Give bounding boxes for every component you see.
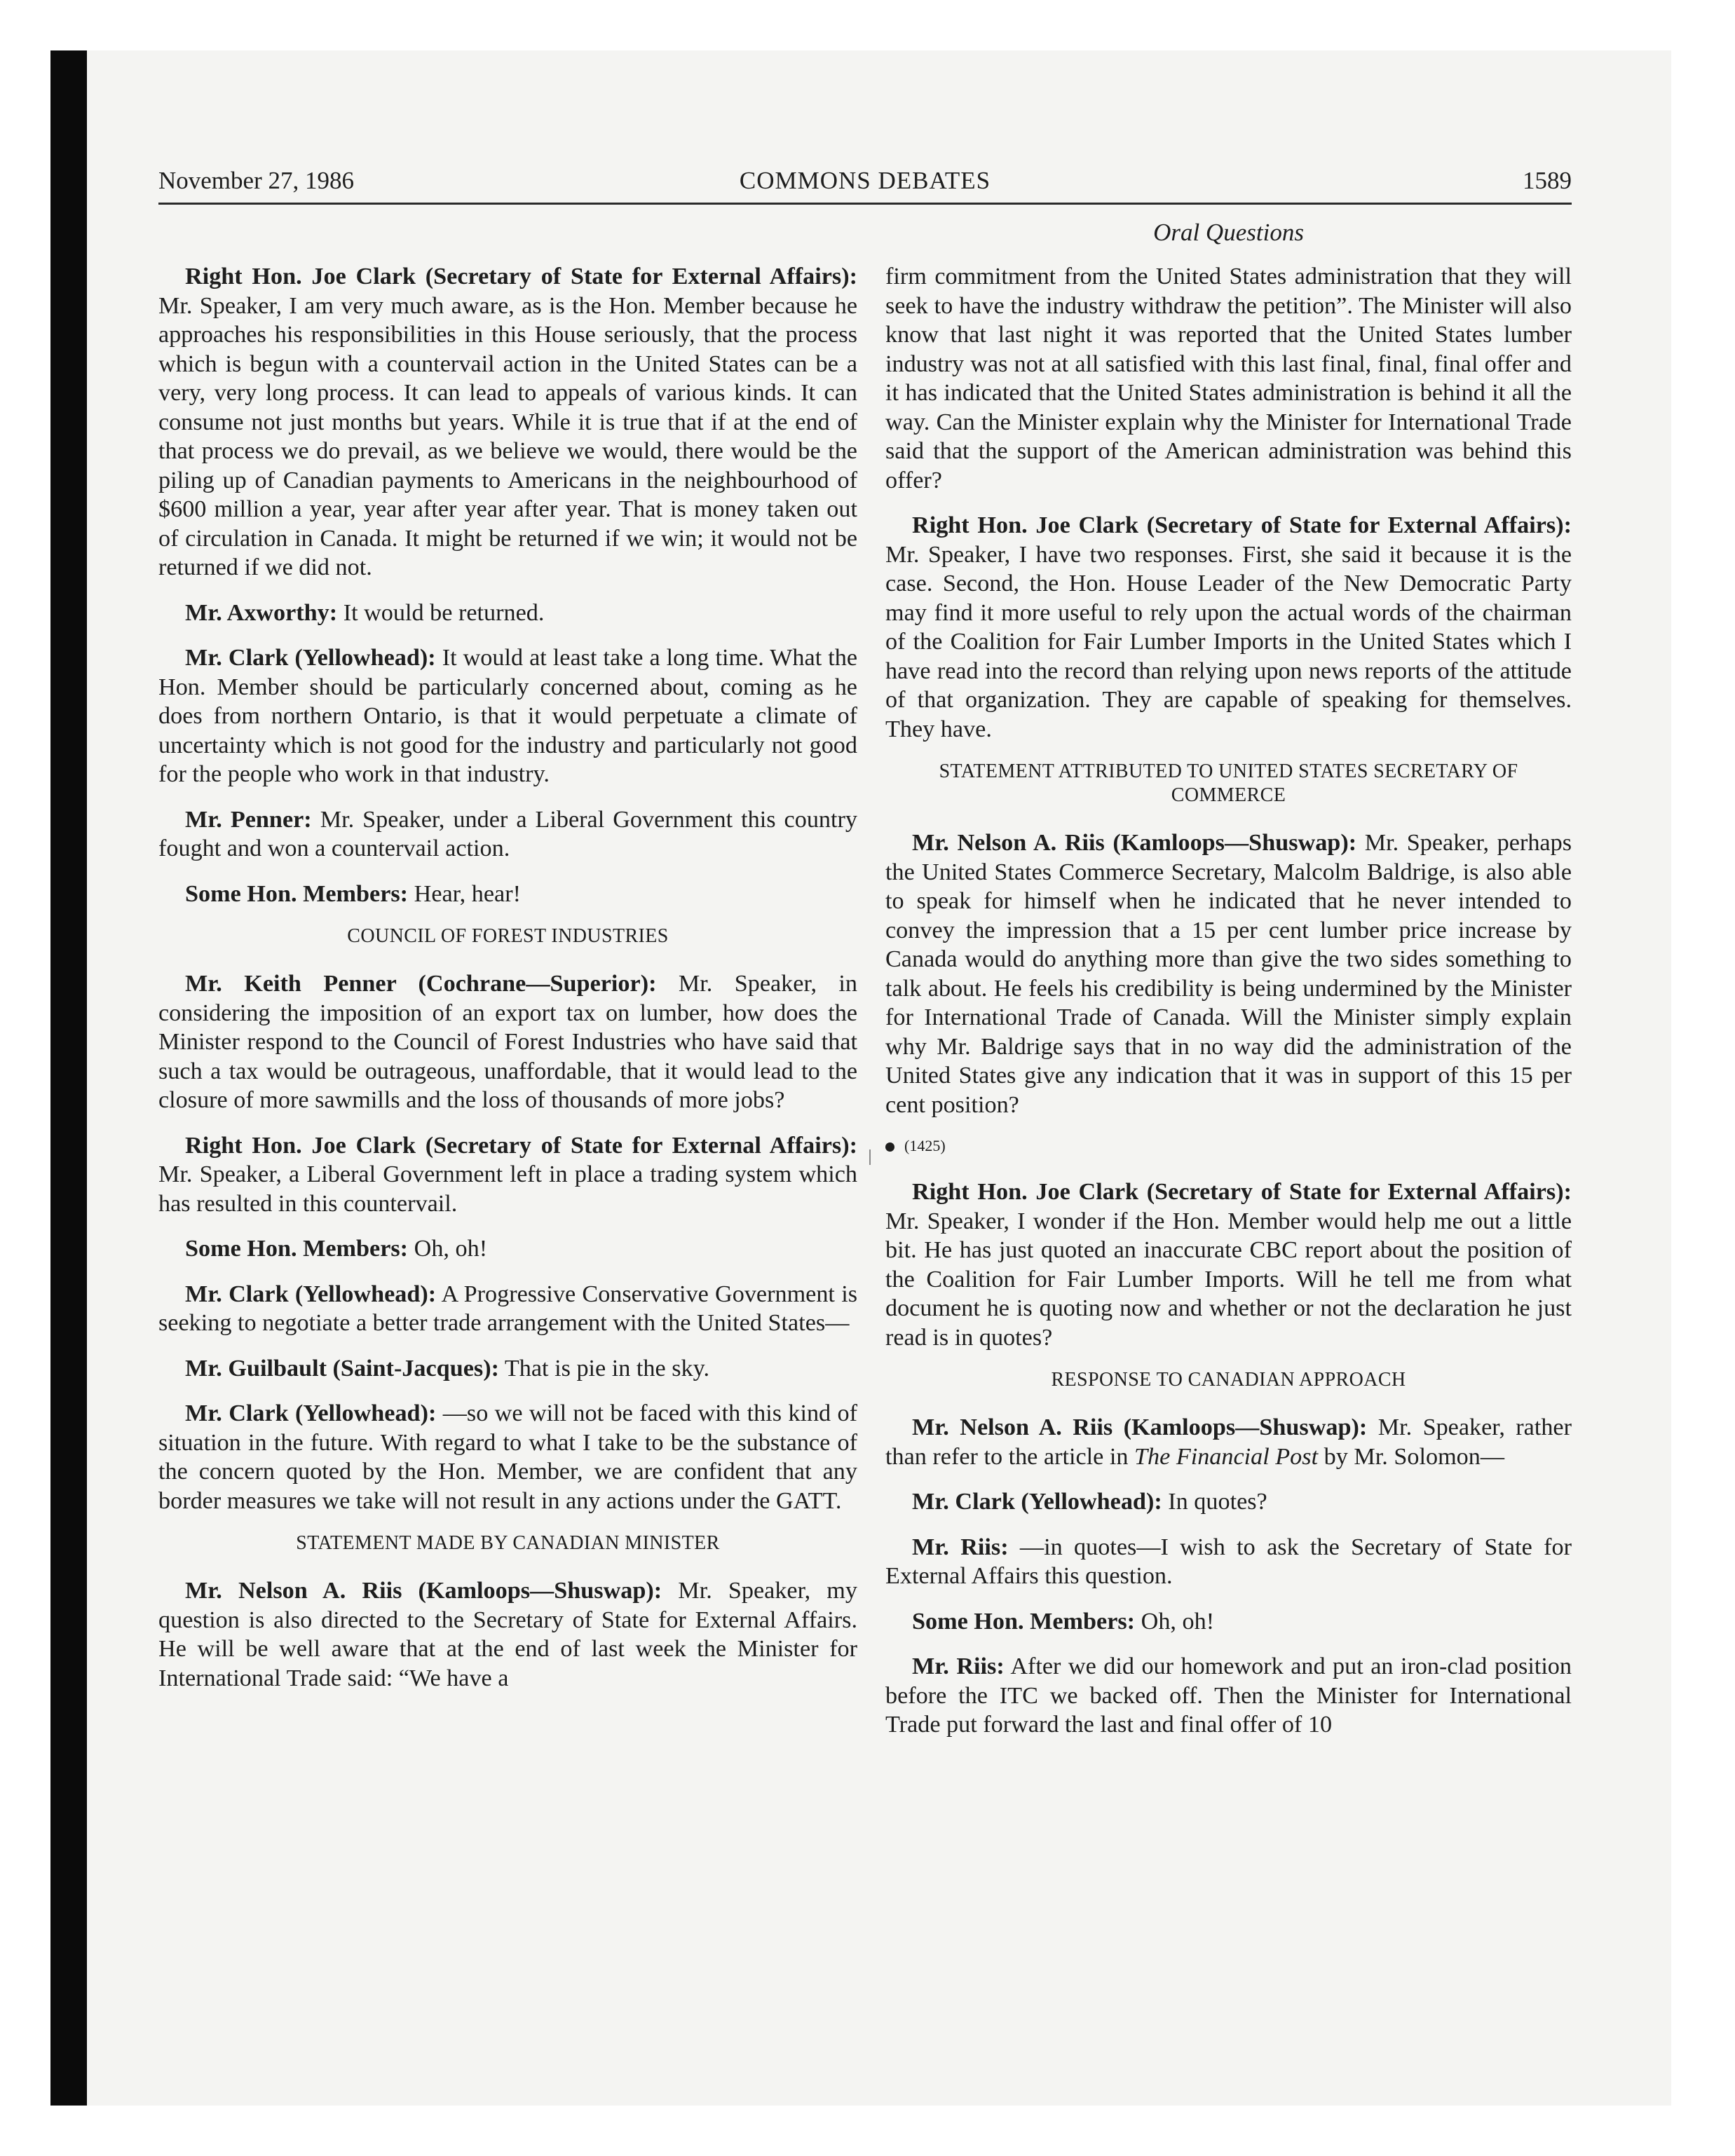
speech-text: —in quotes—I wish to ask the Secretary of State for External Affairs this question. xyxy=(885,1534,1572,1589)
speech xyxy=(158,262,857,582)
speaker: Mr. Riis: xyxy=(912,1653,1005,1679)
speaker: Mr. Keith Penner (Cochrane—Superior): xyxy=(185,971,657,997)
time-stamp-text: (1425) xyxy=(904,1137,946,1154)
speech-text: Mr. Speaker, I have two responses. First, she said it because it is the case. Second, the Hon. House Leader of the New Democratic Party may find it more useful to rely upon the actual words of the chairman of the Coalition for Fair Lumber Imports in the United States which I have read into the record than relying upon news reports of the attitude of that organization. They are capable of speaking for themselves. They have. xyxy=(885,541,1572,742)
subject-heading: STATEMENT ATTRIBUTED TO UNITED STATES SECRETARY OF COMMERCE xyxy=(939,760,1518,806)
speech xyxy=(158,1234,857,1264)
speech-text: It would at least take a long time. What the Hon. Member should be particularly concerned about, coming as he does from northern Ontario, is that it would perpetuate a climate of uncertainty which is not good for the industry and particularly not good for the people who work in that industry. xyxy=(158,645,857,787)
speech-text: A Progressive Conservative Government is seeking to negotiate a better trade arrangement with the United States— xyxy=(158,1281,857,1336)
speaker: Mr. Riis: xyxy=(912,1534,1009,1560)
header-title: COMMONS DEBATES xyxy=(739,167,991,194)
speech-text: by Mr. Solomon— xyxy=(1318,1443,1505,1470)
speaker: Right Hon. Joe Clark (Secretary of State for External Affairs): xyxy=(912,1179,1572,1205)
header-rule xyxy=(158,203,1572,205)
speech-text: Oh, oh! xyxy=(1135,1608,1215,1635)
page-number: 1589 xyxy=(1523,167,1572,194)
margin-mark xyxy=(869,1149,871,1165)
speech xyxy=(885,1533,1572,1591)
speech xyxy=(885,1652,1572,1740)
subject-heading: COUNCIL OF FOREST INDUSTRIES xyxy=(347,925,669,947)
time-stamp xyxy=(885,1135,1572,1157)
speech xyxy=(885,1607,1572,1637)
speaker: Mr. Nelson A. Riis (Kamloops—Shuswap): xyxy=(912,1414,1368,1440)
speech-text: Mr. Speaker, perhaps the United States Commerce Secretary, Malcolm Baldrige, is also able to speak for himself when he indicated that he never intended to convey the impression that a 15 per cent lumber price increase by Canada would do anything more than give the two sides something to talk about. He feels his credibility is being undermined by the Minister for International Trade of Canada. Will the Minister simply explain why Mr. Baldrige says that in no way did the administration of the United States give any indication that it was in support of this 15 per cent position? xyxy=(885,830,1572,1118)
section-title: Oral Questions xyxy=(1153,219,1304,246)
speaker: Mr. Nelson A. Riis (Kamloops—Shuswap): xyxy=(912,830,1357,856)
speech xyxy=(158,599,857,628)
speech-text: Mr. Speaker, under a Liberal Government this country fought and won a countervail action. xyxy=(158,806,857,861)
speech-text: Mr. Speaker, I am very much aware, as is the Hon. Member because he approaches his responsibilities in this House seriously, that the process which is begun with a countervail action in the United States can be a very, very long process. It can lead to appeals of various kinds. It can consume not just months but years. While it is true that if at the end of that process we do prevail, as we believe we would, there would be the piling up of Canadian payments to Americans in the neighbourhood of $600 million a year, year after year after year. That is money taken out of circulation in Canada. It might be returned if we win; it would not be returned if we did not. xyxy=(158,292,857,580)
header-date: November 27, 1986 xyxy=(158,167,354,194)
speaker: Mr. Nelson A. Riis (Kamloops—Shuswap): xyxy=(185,1578,662,1604)
speech-text: Hear, hear! xyxy=(408,880,521,907)
speech-text: firm commitment from the United States administration that they will seek to have the industry withdraw the petition”. The Minister will also know that last night it was reported that the United States lumber industry was not at all satisfied with this last final, final, final offer and it has indicated that the United States administration is behind it all the way. Can the Minister explain why the Minister for International Trade said that the support of the American administration was behind this offer? xyxy=(885,264,1572,493)
speech xyxy=(158,1280,857,1338)
speech xyxy=(885,1178,1572,1352)
page-header xyxy=(158,167,1572,202)
publication-title: The Financial Post xyxy=(1134,1443,1319,1470)
speaker: Mr. Clark (Yellowhead): xyxy=(185,1400,437,1426)
speaker: Mr. Guilbault (Saint-Jacques): xyxy=(185,1355,499,1381)
speech xyxy=(158,880,857,909)
speech xyxy=(158,643,857,789)
speech xyxy=(158,1399,857,1515)
speaker: Mr. Penner: xyxy=(185,806,312,833)
speaker: Right Hon. Joe Clark (Secretary of State for External Affairs): xyxy=(185,264,857,289)
speaker: Right Hon. Joe Clark (Secretary of State for External Affairs): xyxy=(185,1132,857,1159)
left-column xyxy=(158,262,857,1709)
speech xyxy=(158,1131,857,1219)
speech-text: In quotes? xyxy=(1162,1489,1267,1515)
speaker: Mr. Clark (Yellowhead): xyxy=(912,1489,1162,1515)
speech-text: Mr. Speaker, in considering the imposition of an export tax on lumber, how does the Minister respond to the Council of Forest Industries who have said that such a tax would be outrageous, unaffordable, that it would lead to the closure of more sawmills and the loss of thousands of more jobs? xyxy=(158,971,857,1113)
speaker: Mr. Clark (Yellowhead): xyxy=(185,1281,437,1307)
speaker: Right Hon. Joe Clark (Secretary of State for External Affairs): xyxy=(912,512,1572,538)
speech-text: Oh, oh! xyxy=(408,1236,488,1262)
subject-heading: RESPONSE TO CANADIAN APPROACH xyxy=(1051,1369,1406,1391)
speaker: Some Hon. Members: xyxy=(185,1236,409,1262)
speech-text: After we did our homework and put an iron-clad position before the ITC we backed off. Then the Minister for International Trade put forward the last and final offer of 10 xyxy=(885,1653,1572,1738)
speaker: Some Hon. Members: xyxy=(185,880,409,907)
right-column xyxy=(885,262,1572,1756)
speech xyxy=(158,805,857,864)
speaker: Mr. Axworthy: xyxy=(185,599,338,626)
speaker: Some Hon. Members: xyxy=(912,1608,1136,1635)
speech-text: —so we will not be faced with this kind of situation in the future. With regard to what I take to be the substance of the concern quoted by the Hon. Member, we are confident that any border measures we take will not result in any actions under the GATT. xyxy=(158,1400,857,1514)
speech xyxy=(885,511,1572,744)
speech-text: Mr. Speaker, my question is also directed to the Secretary of State for External Affairs. He will be well aware that at the end of last week the Minister for International Trade said: “We have a xyxy=(158,1578,857,1691)
speech-continuation xyxy=(885,262,1572,495)
speech xyxy=(885,1487,1572,1517)
speaker: Mr. Clark (Yellowhead): xyxy=(185,645,436,671)
speech xyxy=(885,828,1572,1119)
bullet-icon xyxy=(885,1142,894,1152)
speech xyxy=(158,1576,857,1693)
speech-text: Mr. Speaker, a Liberal Government left in place a trading system which has resulted in this countervail. xyxy=(158,1161,857,1217)
binding-edge xyxy=(50,50,87,2106)
subject-heading: STATEMENT MADE BY CANADIAN MINISTER xyxy=(296,1532,720,1554)
speech xyxy=(885,1413,1572,1471)
speech xyxy=(158,1354,857,1384)
speech xyxy=(158,969,857,1115)
speech-text: Mr. Speaker, I wonder if the Hon. Member would help me out a little bit. He has just quoted an inaccurate CBC report about the position of the Coalition for Fair Lumber Imports. Will he tell me from what document he is quoting now and whether or not the declaration he just read is in quotes? xyxy=(885,1208,1572,1351)
speech-text: Mr. Speaker, rather than refer to the article in xyxy=(885,1414,1572,1470)
speech-text: It would be returned. xyxy=(337,599,545,626)
speech-text: That is pie in the sky. xyxy=(498,1355,710,1381)
